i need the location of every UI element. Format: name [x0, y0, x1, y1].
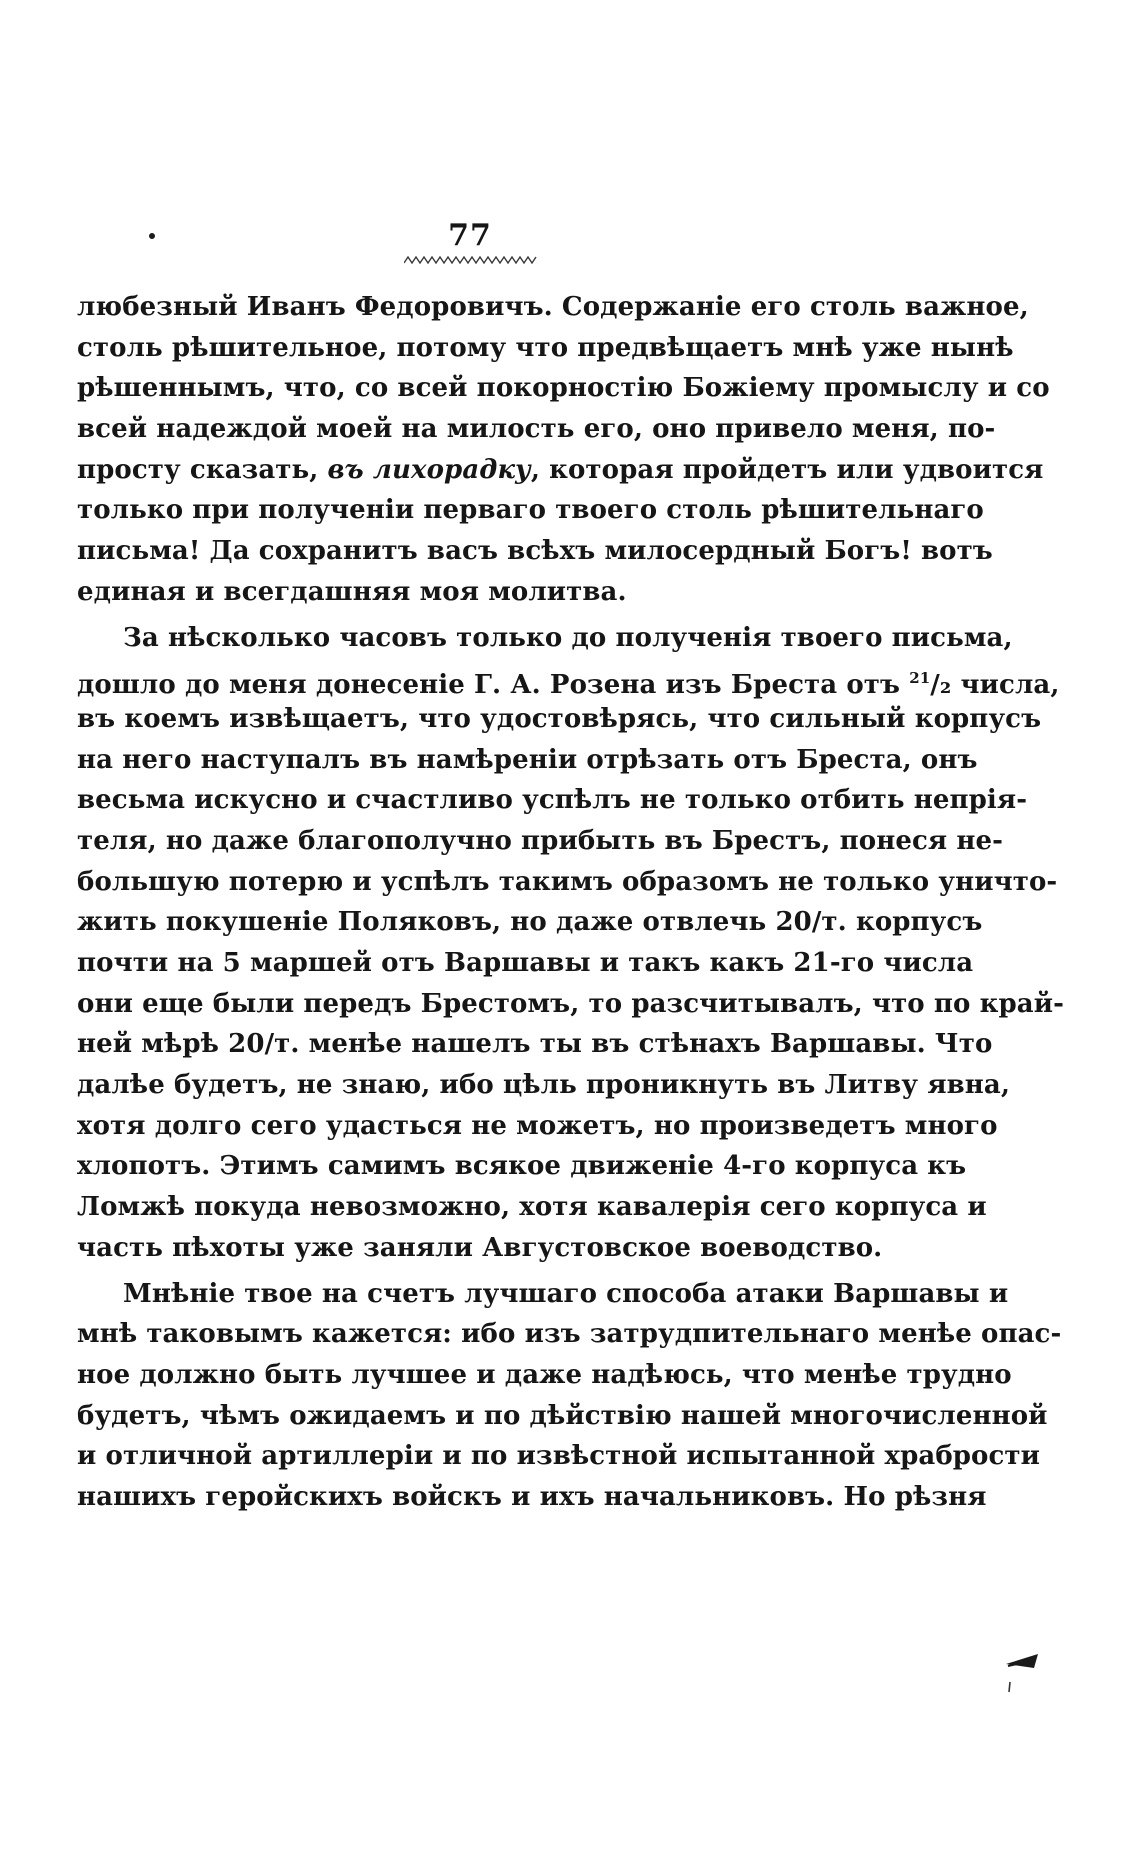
text-line: ное должно быть лучшее и даже надѣюсь, что менѣе трудно [77, 1359, 1012, 1390]
text-line: часть пѣхоты уже заняли Августовское воеводство. [77, 1232, 883, 1263]
date-superscript: 21 [909, 669, 931, 688]
stray-ink-mark [1004, 1646, 1040, 1696]
text-line: столь рѣшительное, потому что предвѣщаетъ мнѣ уже нынѣ [77, 332, 1014, 363]
body-text [77, 287, 1064, 1523]
text-line: далѣе будетъ, не знаю, ибо цѣль проникнуть въ Литву явна, [77, 1070, 1011, 1101]
text-line: нашихъ геройскихъ войскъ и ихъ начальниковъ. Но рѣзня [77, 1481, 987, 1512]
paragraph [77, 1274, 1062, 1518]
text-line: на него наступалъ въ намѣренiи отрѣзать отъ Бреста, онъ [77, 744, 978, 775]
text-line: мнѣ таковымъ кажется: ибо изъ затрудпительнаго менѣе опас- [77, 1319, 1062, 1350]
text-line: рѣшеннымъ, что, со всей покорностiю Божiему промыслу и со [77, 373, 1050, 404]
text-run: дошло до меня донесенiе Г. А. Розена изъ Бреста отъ [77, 670, 910, 701]
italic-phrase: въ лихорадку [327, 454, 531, 485]
page-number: 77 [448, 218, 492, 253]
text-line: весьма искусно и счастливо успѣлъ не только отбить непрiя- [77, 785, 1028, 816]
text-line: только при полученiи перваго твоего столь рѣшительнаго [77, 495, 984, 526]
paragraph [77, 618, 1064, 1269]
text-line: почти на 5 маршей отъ Варшавы и такъ какъ 21-го числа [77, 948, 974, 978]
text-line: единая и всегдашняя моя молитва. [77, 576, 627, 607]
text-line: Ломжѣ покуда невозможно, хотя кавалерiя сего корпуса и [77, 1192, 987, 1223]
text-line: всей надеждой моей на милость его, оно привело меня, по- [77, 414, 996, 445]
paragraph [77, 287, 1050, 613]
text-line: они еще были передъ Брестомъ, то разсчитывалъ, что по край- [77, 988, 1064, 1019]
text-run: просту сказать, [77, 454, 328, 485]
text-run: , которая пройдетъ или удвоится [530, 454, 1044, 485]
text-line: хлопотъ. Этимъ самимъ всякое движенiе 4-го корпуса къ [77, 1151, 967, 1182]
text-line: За нѣсколько часовъ только до полученiя твоего письма, [123, 622, 1013, 653]
text-line: хотя долго сего удасться не можетъ, но произведетъ много [77, 1110, 998, 1141]
date-fraction: /₂ [930, 670, 952, 701]
text-line: теля, но даже благополучно прибыть въ Брестъ, понеся не- [77, 825, 1004, 856]
text-line [77, 450, 1044, 491]
ornamental-rule [404, 254, 538, 266]
text-line: большую потерю и успѣлъ такимъ образомъ не только уничто- [77, 866, 1058, 897]
text-line: любезный Иванъ Федоровичъ. Содержанiе его столь важное, [77, 292, 1029, 322]
text-line: Мнѣнiе твое на счетъ лучшаго способа атаки Варшавы и [123, 1278, 1009, 1309]
stray-ink-dot [149, 233, 155, 239]
text-line: письма! Да сохранитъ васъ всѣхъ милосердный Богъ! вотъ [77, 536, 993, 567]
text-run: числа, [951, 670, 1060, 701]
text-line: въ коемъ извѣщаетъ, что удостовѣрясь, что сильный корпусъ [77, 703, 1042, 734]
text-line: ней мѣрѣ 20/т. менѣе нашелъ ты въ стѣнахъ Варшавы. Что [77, 1029, 993, 1060]
text-line: и отличной артиллерiи и по извѣстной испытанной храбрости [77, 1441, 1041, 1472]
text-line [77, 658, 1060, 701]
text-line: жить покушенiе Поляковъ, но даже отвлечь 20/т. корпусъ [77, 907, 983, 938]
text-line: будетъ, чѣмъ ожидаемъ и по дѣйствiю нашей многочисленной [77, 1400, 1048, 1431]
